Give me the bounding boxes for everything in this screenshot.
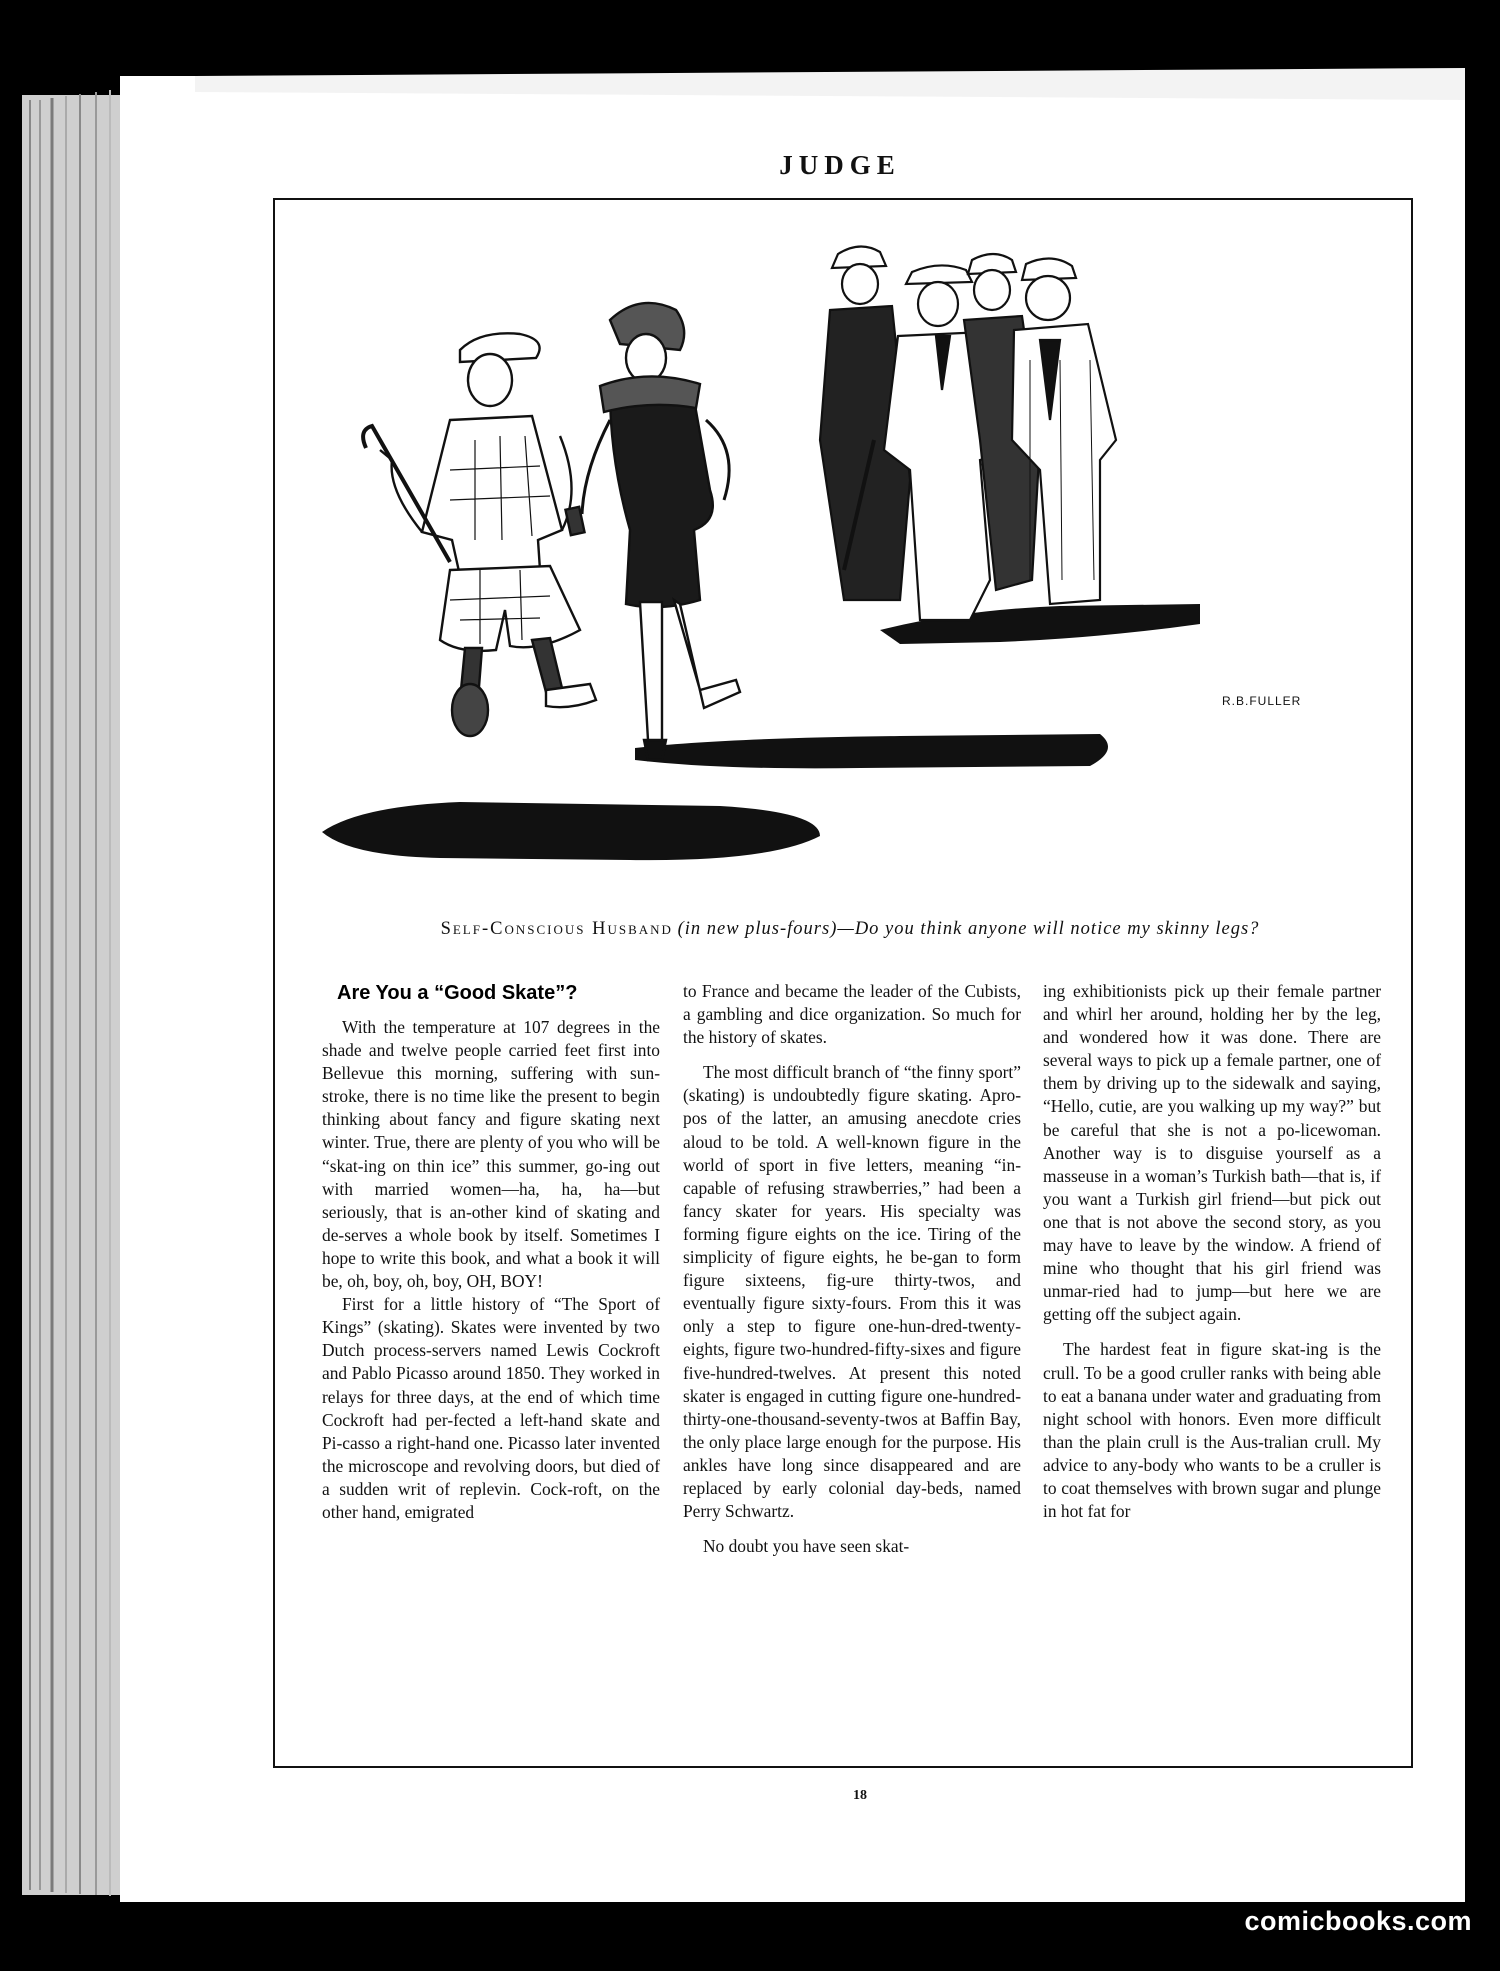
page-header: JUDGE xyxy=(779,150,901,180)
page-number: 18 xyxy=(853,1788,867,1803)
article-column-3 xyxy=(1043,980,1381,1523)
article-paragraph: ing exhibitionists pick up their female partner and whirl her around, holding her by the leg, and wondered how it was done. There are several ways to pick up a female partner, one of them by driving up to the sidewalk and saying, “Hello, cutie, are you walking up my way?” but be careful that she is not a po-licewoman. Another way is to disguise yourself as a masseuse in a woman’s Turkish bath—that is, if you want a Turkish girl friend—but pick out one that is not above the second story, as you may have to leave by the window. A friend of mine who thought that his girl friend was unmar-ried had to jump—but here we are getting off the subject again. xyxy=(1043,981,1381,1325)
article-column-1 xyxy=(322,980,660,1524)
cartoon-illustration xyxy=(300,240,1390,900)
article-paragraph: to France and became the leader of the Cubists, a gambling and dice organization. So much for the history of skates. xyxy=(683,981,1021,1048)
cartoon-caption xyxy=(420,918,1280,941)
artist-signature: R.B.FULLER xyxy=(1222,694,1302,708)
caption-speech: (in new plus-fours)—Do you think anyone will notice my skinny legs? xyxy=(677,919,1260,939)
article-paragraph: The most difficult branch of “the finny sport” (skating) is undoubtedly figure skating. Apro-pos of the latter, an amusing anecdote cries aloud to be told. A well-known figure in the world of sport in five letters, meaning “in-capable of refusing strawberries,” had been a fancy skater for years. His specialty was forming figure eights on the ice. Tiring of the simplicity of figure eights, he be-gan to form figure sixteens, fig-ure thirty-twos, and eventually figure sixty-fours. From this it was only a step to figure one-hun-dred-twenty-eights, figure two-hundred-fifty-sixes and figure five-hundred-twelves. At present this noted skater is engaged in cutting figure one-hundred-thirty-one-thousand-seventy-twos at Baffin Bay, the only place large enough for the purpose. His ankles have long since disappeared and are replaced by early colonial day-beds, named Perry Schwartz. xyxy=(683,1062,1021,1522)
article-paragraph: With the temperature at 107 degrees in the shade and twelve people carried feet first into Bellevue this morning, suffering with sun-stroke, there is no time like the present to begin thinking about fancy and figure skating next winter. True, there are plenty of you who will be “skat-ing on thin ice” this summer, go-ing out with married women—ha, ha, ha—but seriously, that is an-other kind of skating and de-serves a whole book by itself. Sometimes I hope to write this book, and what a book it will be, oh, boy, oh, boy, OH, BOY! xyxy=(322,1017,660,1292)
article-paragraph: No doubt you have seen skat- xyxy=(703,1536,910,1557)
onlookers-group xyxy=(820,246,1116,620)
site-watermark: comicbooks.com xyxy=(1244,1906,1472,1936)
caption-speaker: Self-Conscious Husband xyxy=(440,919,673,939)
page-edge-stack xyxy=(22,95,120,1895)
husband-figure xyxy=(363,333,596,736)
article-title: Are You a “Good Skate”? xyxy=(337,982,578,1004)
article-paragraph: First for a little history of “The Sport of Kings” (skating). Skates were invented by two Dutch process-servers named Lewis Cockroft and Pablo Picasso around 1850. They worked in relays for three days, at the end of which time Cockroft had per-fected a left-hand skate and Pi-casso a right-hand one. Picasso later invented the microscope and revolving doors, but died of a sudden writ of replevin. Cock-roft, on the other hand, emigrated xyxy=(322,1294,660,1522)
article-column-2 xyxy=(683,980,1021,1558)
article-paragraph: The hardest feat in figure skat-ing is the crull. To be a good cruller ranks with being able to eat a banana under water and graduating from night school with honors. Even more difficult than the plain crull is the Aus-tralian crull. My advice to any-body who wants to be a cruller is to coat themselves with brown sugar and plunge in hot fat for xyxy=(1043,1339,1381,1522)
